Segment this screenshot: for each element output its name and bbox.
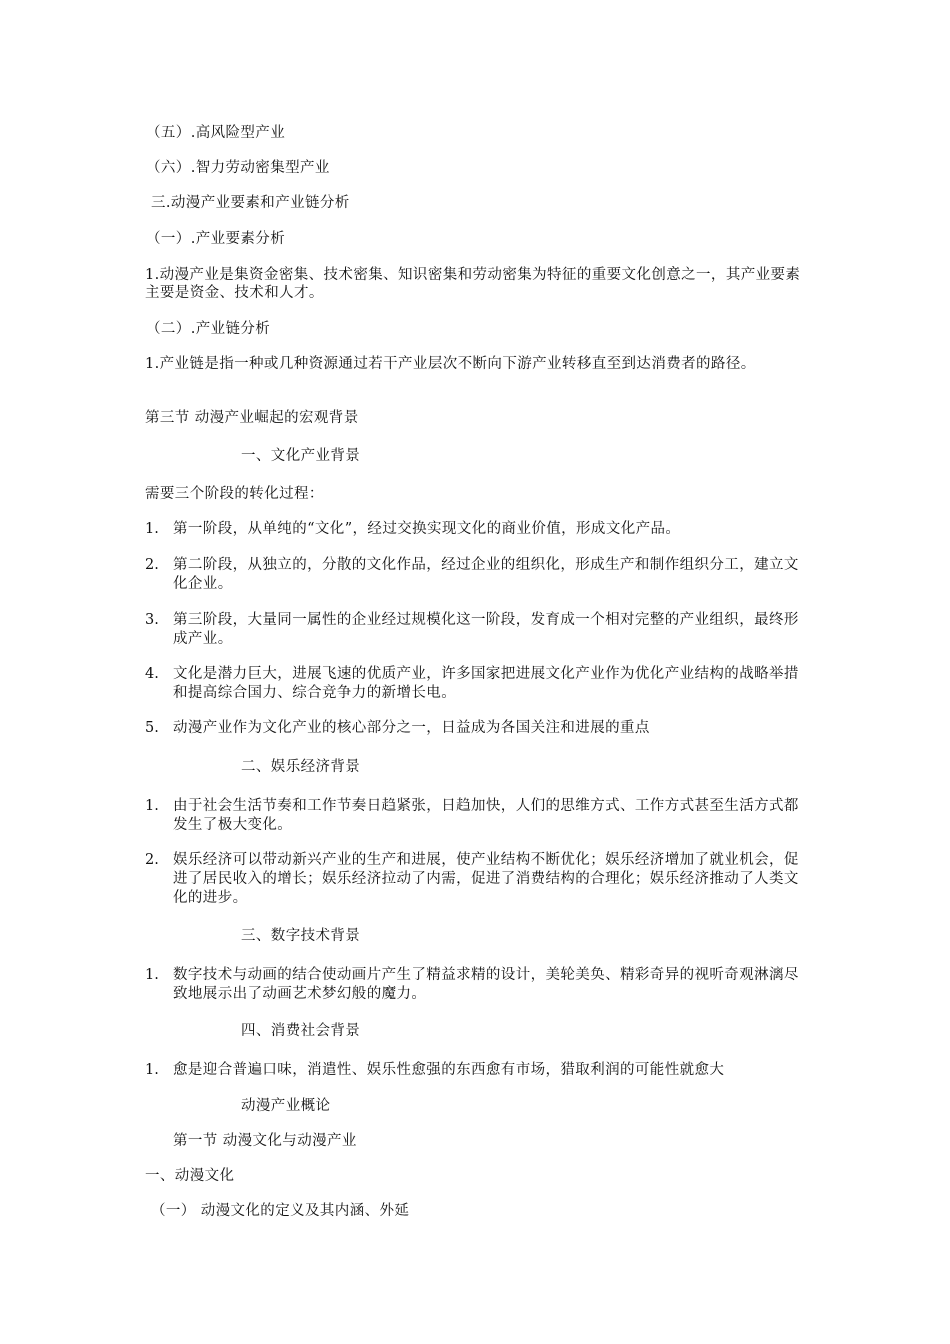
list-number: 1. — [145, 967, 159, 983]
list-item: 由于社会生活节奏和工作节奏日趋紧张，日趋加快，人们的思维方式、工作方式甚至生活方式都发生了极大变化。 — [173, 798, 799, 833]
section-heading-first: 第一节 动漫文化与动漫产业 — [173, 1133, 357, 1149]
line-high-risk: （五）.高风险型产业 — [146, 125, 286, 141]
list-item: 文化是潜力巨大，进展飞速的优质产业，许多国家把进展文化产业作为优化产业结构的战略举措和提高综合国力、综合竞争力的新增长电。 — [173, 666, 799, 701]
list-item: 愈是迎合普遍口味，消遣性、娱乐性愈强的东西愈有市场，猎取利润的可能性就愈大 — [173, 1062, 725, 1078]
list-number: 1. — [145, 521, 159, 537]
list-number: 1. — [145, 798, 159, 814]
list-number: 1. — [145, 1062, 159, 1078]
list-item: 第一阶段，从单纯的“文化”，经过交换实现文化的商业价值，形成文化产品。 — [173, 521, 681, 537]
list-number: 2. — [145, 557, 159, 573]
list-number: 4. — [145, 666, 159, 682]
paragraph-chain: 1.产业链是指一种或几种资源通过若干产业层次不断向下游产业转移直至到达消费者的路径。 — [145, 356, 756, 372]
heading-culture: 一、文化产业背景 — [241, 448, 361, 464]
line-three-stages: 需要三个阶段的转化过程： — [145, 486, 324, 502]
subheading-chain: （二）.产业链分析 — [146, 321, 271, 337]
heading-entertainment: 二、娱乐经济背景 — [241, 759, 361, 775]
list-number: 3. — [145, 612, 159, 628]
section-heading-elements: 三.动漫产业要素和产业链分析 — [151, 195, 350, 211]
line-labor-intensive: （六）.智力劳动密集型产业 — [146, 160, 330, 176]
title-anime-overview: 动漫产业概论 — [241, 1098, 331, 1114]
list-number: 5. — [145, 720, 159, 736]
subheading-definition: （一） 动漫文化的定义及其内涵、外延 — [151, 1203, 410, 1219]
heading-consumer: 四、消费社会背景 — [241, 1023, 361, 1039]
paragraph-elements: 1.动漫产业是集资金密集、技术密集、知识密集和劳动密集为特征的重要文化创意之一，其产业要素主要是资金、技术和人才。 — [145, 267, 801, 301]
list-item: 第三阶段，大量同一属性的企业经过规模化这一阶段，发育成一个相对完整的产业组织，最终形成产业。 — [173, 612, 799, 647]
list-number: 2. — [145, 852, 159, 868]
list-item: 动漫产业作为文化产业的核心部分之一，日益成为各国关注和进展的重点 — [173, 720, 650, 736]
list-item: 第二阶段，从独立的，分散的文化作品，经过企业的组织化，形成生产和制作组织分工，建立文化企业。 — [173, 557, 799, 592]
section-heading-macro: 第三节 动漫产业崛起的宏观背景 — [145, 410, 359, 426]
subheading-elements: （一）.产业要素分析 — [146, 231, 286, 247]
heading-anime-culture: 一、动漫文化 — [145, 1168, 235, 1184]
list-item: 数字技术与动画的结合使动画片产生了精益求精的设计，美轮美奂、精彩奇异的视听奇观淋漓尽致地展示出了动画艺术梦幻般的魔力。 — [173, 967, 799, 1002]
list-item: 娱乐经济可以带动新兴产业的生产和进展，使产业结构不断优化；娱乐经济增加了就业机会，促进了居民收入的增长；娱乐经济拉动了内需，促进了消费结构的合理化；娱乐经济推动了人类文化的进步。 — [173, 852, 799, 906]
heading-digital: 三、数字技术背景 — [241, 928, 361, 944]
